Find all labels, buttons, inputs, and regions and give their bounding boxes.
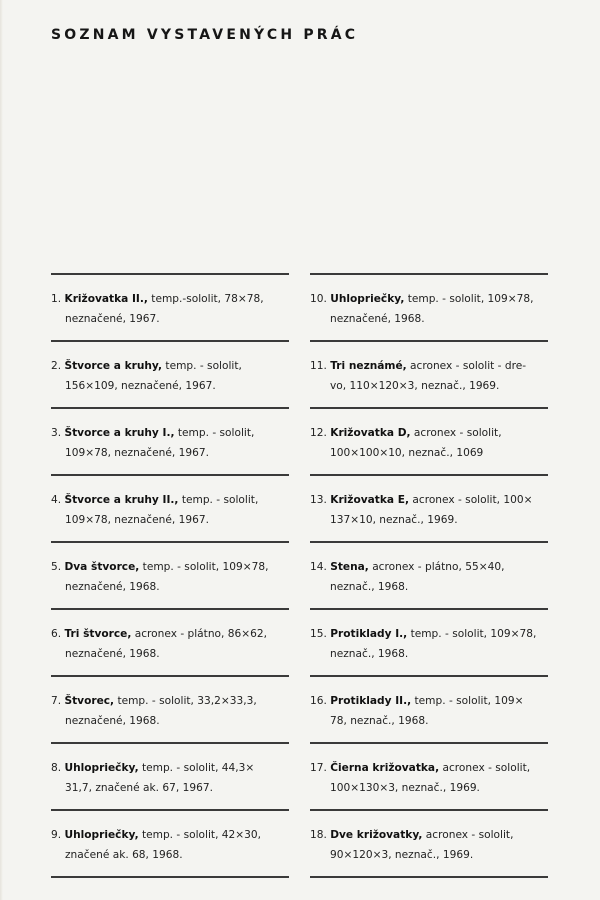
entry-number: 17. xyxy=(310,761,327,774)
work-title: Čierna križovatka, xyxy=(330,761,440,774)
work-details-continued: neznač., 1968. xyxy=(330,580,409,593)
work-details-continued: neznačené, 1968. xyxy=(330,312,425,325)
work-details: temp. - sololit, xyxy=(162,359,242,372)
entry-first-line xyxy=(310,691,548,711)
page-title: SOZNAM VYSTAVENÝCH PRÁC xyxy=(51,27,359,44)
work-details-continued: 109×78, neznačené, 1967. xyxy=(65,446,209,459)
list-item xyxy=(310,677,548,743)
work-title: Uhlopriečky, xyxy=(64,761,139,774)
list-item xyxy=(310,409,548,475)
work-entry-text xyxy=(51,691,289,731)
work-details: temp. - sololit, 33,2×33,3, xyxy=(114,694,257,707)
work-entry-text xyxy=(310,423,548,463)
list-item xyxy=(310,476,548,542)
work-title: Štvorec, xyxy=(64,694,115,707)
work-title: Križovatka II., xyxy=(64,292,148,305)
entry-number: 3. xyxy=(51,426,62,439)
work-details-continued: 90×120×3, neznač., 1969. xyxy=(330,848,474,861)
work-entry-text xyxy=(310,758,548,798)
work-details: acronex - sololit, xyxy=(410,426,502,439)
work-title: Dva štvorce, xyxy=(64,560,140,573)
entry-first-line xyxy=(310,423,548,443)
work-entry-text xyxy=(310,557,548,597)
work-title: Štvorce a kruhy I., xyxy=(64,426,175,439)
entry-number: 13. xyxy=(310,493,327,506)
entry-first-line xyxy=(51,356,289,376)
work-details-continued: 137×10, neznač., 1969. xyxy=(330,513,458,526)
entry-number: 4. xyxy=(51,493,62,506)
work-details-continued: neznačené, 1968. xyxy=(65,647,160,660)
page-edge-shadow xyxy=(0,0,3,900)
work-details-continued: neznačené, 1967. xyxy=(65,312,160,325)
works-list-right-column xyxy=(310,273,548,878)
work-details: acronex - plátno, 86×62, xyxy=(131,627,267,640)
entry-number: 16. xyxy=(310,694,327,707)
work-details: temp. - sololit, 109×78, xyxy=(407,627,537,640)
work-details-continued: 100×130×3, neznač., 1969. xyxy=(330,781,480,794)
work-details: acronex - sololit - dre- xyxy=(406,359,527,372)
work-title: Uhlopriečky, xyxy=(330,292,405,305)
list-item xyxy=(310,275,548,341)
work-title: Štvorce a kruhy II., xyxy=(64,493,179,506)
work-title: Štvorce a kruhy, xyxy=(64,359,163,372)
work-entry-text xyxy=(310,691,548,731)
entry-first-line xyxy=(51,490,289,510)
entry-first-line xyxy=(51,624,289,644)
work-title: Protiklady II., xyxy=(330,694,412,707)
entry-first-line xyxy=(310,356,548,376)
work-details: acronex - sololit, xyxy=(422,828,514,841)
list-item xyxy=(310,744,548,810)
entry-number: 11. xyxy=(310,359,327,372)
entry-number: 5. xyxy=(51,560,62,573)
list-item xyxy=(51,744,289,810)
work-details: temp. - sololit, 109×78, xyxy=(404,292,534,305)
list-item xyxy=(51,342,289,408)
work-title: Uhlopriečky, xyxy=(64,828,139,841)
list-item xyxy=(310,811,548,877)
work-entry-text xyxy=(51,356,289,396)
entry-number: 8. xyxy=(51,761,62,774)
work-details: temp. - sololit, 42×30, xyxy=(138,828,262,841)
work-entry-text xyxy=(310,624,548,664)
list-item xyxy=(51,275,289,341)
entry-first-line xyxy=(310,490,548,510)
entry-first-line xyxy=(51,825,289,845)
work-entry-text xyxy=(310,825,548,865)
work-details-continued: 109×78, neznačené, 1967. xyxy=(65,513,209,526)
work-details: acronex - sololit, 100× xyxy=(409,493,533,506)
entry-first-line xyxy=(51,423,289,443)
list-item xyxy=(310,543,548,609)
work-entry-text xyxy=(51,289,289,329)
work-title: Križovatka E, xyxy=(330,493,410,506)
work-title: Stena, xyxy=(330,560,369,573)
entry-number: 1. xyxy=(51,292,62,305)
work-details-continued: 31,7, značené ak. 67, 1967. xyxy=(65,781,213,794)
work-title: Križovatka D, xyxy=(330,426,411,439)
entry-first-line xyxy=(310,624,548,644)
work-entry-text xyxy=(51,758,289,798)
entry-number: 12. xyxy=(310,426,327,439)
work-title: Tri štvorce, xyxy=(64,627,132,640)
divider xyxy=(51,876,289,878)
entry-number: 10. xyxy=(310,292,327,305)
works-list-left-column xyxy=(51,273,289,878)
work-details: temp. - sololit, 109×78, xyxy=(139,560,269,573)
divider xyxy=(310,876,548,878)
work-details-continued: neznačené, 1968. xyxy=(65,580,160,593)
work-details-continued: 78, neznač., 1968. xyxy=(330,714,429,727)
entry-first-line xyxy=(310,289,548,309)
entry-number: 7. xyxy=(51,694,62,707)
work-details: temp. - sololit, 109× xyxy=(411,694,524,707)
work-details: acronex - sololit, xyxy=(439,761,531,774)
entry-first-line xyxy=(310,557,548,577)
work-title: Protiklady I., xyxy=(330,627,408,640)
work-details-continued: značené ak. 68, 1968. xyxy=(65,848,183,861)
work-details: temp. - sololit, xyxy=(174,426,255,439)
entry-number: 14. xyxy=(310,560,327,573)
entry-number: 9. xyxy=(51,828,62,841)
entry-number: 2. xyxy=(51,359,62,372)
entry-number: 18. xyxy=(310,828,327,841)
entry-number: 6. xyxy=(51,627,62,640)
entry-first-line xyxy=(51,557,289,577)
entry-first-line xyxy=(310,758,548,778)
work-details-continued: 100×100×10, neznač., 1069 xyxy=(330,446,484,459)
work-details: temp.-sololit, 78×78, xyxy=(147,292,264,305)
entry-first-line xyxy=(51,691,289,711)
list-item xyxy=(51,677,289,743)
list-item xyxy=(51,543,289,609)
entry-number: 15. xyxy=(310,627,327,640)
list-item xyxy=(310,610,548,676)
work-entry-text xyxy=(310,289,548,329)
list-item xyxy=(51,610,289,676)
work-details-continued: 156×109, neznačené, 1967. xyxy=(65,379,216,392)
work-title: Dve križovatky, xyxy=(330,828,423,841)
work-details-continued: neznač., 1968. xyxy=(330,647,409,660)
list-item xyxy=(51,409,289,475)
work-title: Tri neznámé, xyxy=(330,359,407,372)
work-entry-text xyxy=(310,490,548,530)
work-details-continued: vo, 110×120×3, neznač., 1969. xyxy=(330,379,500,392)
work-entry-text xyxy=(51,825,289,865)
work-entry-text xyxy=(51,423,289,463)
list-item xyxy=(310,342,548,408)
list-item xyxy=(51,811,289,877)
work-details-continued: neznačené, 1968. xyxy=(65,714,160,727)
work-entry-text xyxy=(51,624,289,664)
work-entry-text xyxy=(51,490,289,530)
work-entry-text xyxy=(310,356,548,396)
entry-first-line xyxy=(51,758,289,778)
work-entry-text xyxy=(51,557,289,597)
entry-first-line xyxy=(310,825,548,845)
work-details: temp. - sololit, 44,3× xyxy=(138,761,255,774)
entry-first-line xyxy=(51,289,289,309)
list-item xyxy=(51,476,289,542)
work-details: acronex - plátno, 55×40, xyxy=(368,560,505,573)
work-details: temp. - sololit, xyxy=(178,493,259,506)
